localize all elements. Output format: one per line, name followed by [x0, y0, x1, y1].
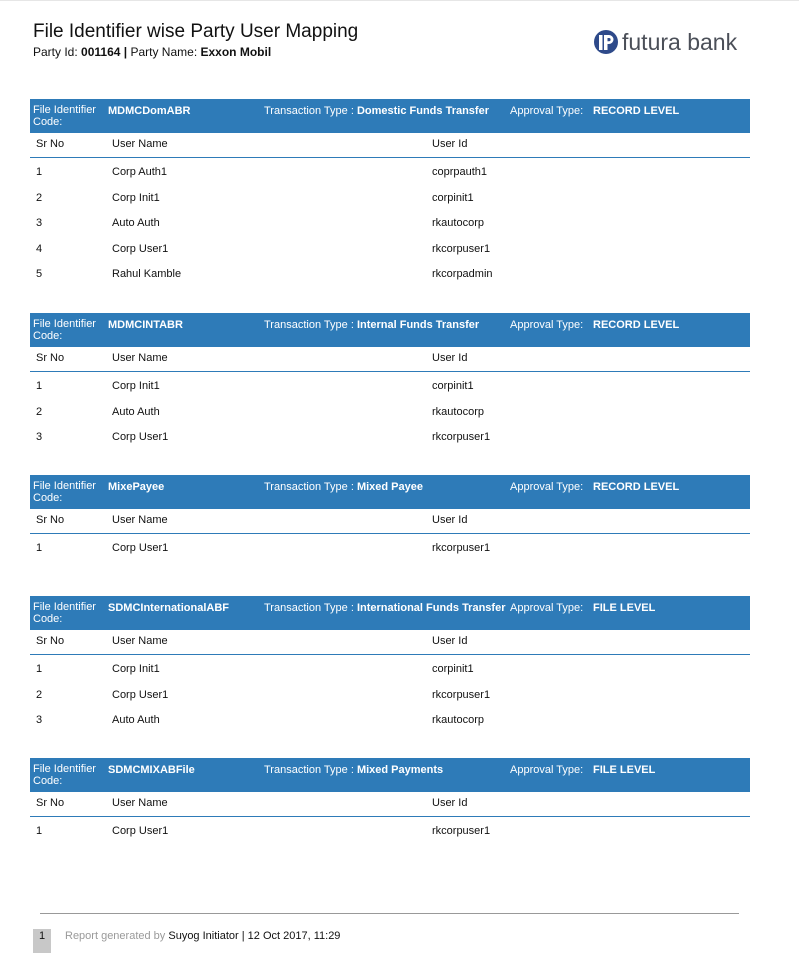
approval-type-value: RECORD LEVEL: [593, 105, 680, 117]
cell-sr-no: 1: [36, 380, 43, 392]
col-user-id: User Id: [432, 797, 468, 809]
mapping-section: [30, 758, 750, 846]
transaction-type: [264, 319, 479, 331]
table-row: [30, 537, 750, 563]
table-row: [30, 263, 750, 289]
table-row: [30, 820, 750, 846]
mapping-section: [30, 313, 750, 452]
approval-type-value: RECORD LEVEL: [593, 319, 680, 331]
approval-type-label: Approval Type:: [510, 105, 584, 117]
cell-user-name: Auto Auth: [112, 217, 160, 229]
transaction-type-label: Transaction Type :: [264, 481, 354, 493]
file-identifier-value: MDMCINTABR: [108, 319, 183, 331]
transaction-type-value: Domestic Funds Transfer: [356, 105, 489, 117]
col-user-name: User Name: [112, 514, 168, 526]
col-sr-no: Sr No: [36, 352, 65, 364]
cell-user-id: rkautocorp: [432, 405, 484, 418]
transaction-type: [264, 481, 423, 493]
table-row: [30, 238, 750, 264]
col-user-id: User Id: [432, 514, 468, 526]
col-sr-no: Sr No: [36, 797, 65, 809]
section-header: [30, 758, 750, 792]
file-identifier-label: File Identifier Code:: [33, 104, 96, 128]
cell-user-name: Corp User1: [112, 688, 169, 701]
col-user-name: User Name: [112, 635, 168, 647]
cell-user-id: corpinit1: [432, 663, 474, 675]
transaction-type-value: Mixed Payments: [356, 764, 444, 776]
transaction-type-label: Transaction Type :: [264, 319, 354, 331]
table-row: [30, 212, 750, 238]
table-body: [30, 655, 750, 735]
party-id-label: Party Id:: [33, 45, 78, 59]
file-identifier-value: MixePayee: [108, 481, 165, 493]
cell-user-name: Corp User1: [112, 431, 169, 443]
mapping-section: [30, 475, 750, 563]
table-row: [30, 658, 750, 684]
table-row: [30, 401, 750, 427]
party-info: [33, 45, 271, 59]
footer-separator: |: [241, 930, 245, 942]
transaction-type-value: Mixed Payee: [356, 481, 423, 493]
col-sr-no: Sr No: [36, 138, 65, 150]
table-row: [30, 161, 750, 187]
table-row: [30, 709, 750, 735]
cell-user-name: Auto Auth: [112, 714, 160, 726]
cell-user-id: rkcorpuser1: [432, 542, 491, 554]
cell-user-id: corpinit1: [432, 191, 474, 204]
page-number: 1: [33, 929, 51, 953]
footer-divider: [40, 913, 739, 914]
section-header: [30, 99, 750, 133]
party-name-label: Party Name:: [130, 45, 198, 59]
transaction-type-value: International Funds Transfer: [356, 602, 506, 614]
file-identifier-label: File Identifier Code:: [33, 601, 96, 625]
column-header-row: [30, 347, 750, 372]
approval-type-value: RECORD LEVEL: [593, 481, 680, 493]
col-user-name: User Name: [112, 797, 168, 809]
cell-sr-no: 3: [36, 431, 43, 443]
footer-text: [65, 930, 340, 942]
party-id-value: 001164: [81, 45, 121, 59]
section-header: [30, 475, 750, 509]
col-user-id: User Id: [432, 352, 468, 364]
table-row: [30, 426, 750, 452]
cell-user-id: corpinit1: [432, 380, 474, 392]
cell-sr-no: 2: [36, 191, 43, 204]
table-row: [30, 375, 750, 401]
approval-type-value: FILE LEVEL: [593, 602, 656, 614]
generated-by-label: Report generated by: [65, 930, 166, 942]
cell-sr-no: 3: [36, 217, 43, 229]
transaction-type-label: Transaction Type :: [264, 602, 354, 614]
futura-bank-logo-icon: [593, 29, 619, 55]
table-body: [30, 534, 750, 563]
table-body: [30, 817, 750, 846]
generated-by-user: Suyog Initiator: [168, 930, 239, 942]
file-identifier-value: SDMCInternationalABF: [108, 602, 229, 614]
section-header: [30, 596, 750, 630]
cell-user-id: coprpauth1: [432, 166, 488, 178]
col-sr-no: Sr No: [36, 635, 65, 647]
mapping-section: [30, 596, 750, 735]
table-body: [30, 372, 750, 452]
cell-sr-no: 1: [36, 825, 43, 837]
cell-sr-no: 1: [36, 663, 43, 675]
logo-text: futura bank: [622, 28, 738, 55]
transaction-type: [264, 105, 489, 117]
cell-user-id: rkcorpuser1: [432, 688, 491, 701]
approval-type-label: Approval Type:: [510, 602, 584, 614]
cell-user-name: Corp Init1: [112, 380, 160, 392]
cell-user-name: Rahul Kamble: [112, 268, 182, 280]
top-border: [0, 0, 799, 1]
approval-type-label: Approval Type:: [510, 319, 584, 331]
cell-user-id: rkautocorp: [432, 217, 484, 229]
column-header-row: [30, 133, 750, 158]
cell-user-name: Corp User1: [112, 542, 169, 554]
column-header-row: [30, 509, 750, 534]
page-title: File Identifier wise Party User Mapping: [33, 21, 359, 42]
cell-user-name: Auto Auth: [112, 405, 160, 418]
cell-user-id: rkautocorp: [432, 714, 484, 726]
approval-type-value: FILE LEVEL: [593, 764, 656, 776]
section-header: [30, 313, 750, 347]
transaction-type: [264, 602, 505, 614]
transaction-type-label: Transaction Type :: [264, 105, 354, 117]
column-header-row: [30, 630, 750, 655]
cell-user-name: Corp Init1: [112, 663, 160, 675]
cell-sr-no: 1: [36, 542, 43, 554]
cell-user-id: rkcorpuser1: [432, 825, 491, 837]
table-row: [30, 684, 750, 710]
file-identifier-label: File Identifier Code:: [33, 763, 96, 787]
party-separator: |: [123, 45, 128, 59]
approval-type-label: Approval Type:: [510, 481, 584, 493]
cell-sr-no: 3: [36, 714, 43, 726]
table-row: [30, 187, 750, 213]
cell-user-id: rkcorpuser1: [432, 242, 491, 255]
file-identifier-label: File Identifier Code:: [33, 480, 96, 504]
col-user-id: User Id: [432, 138, 468, 150]
cell-sr-no: 5: [36, 268, 43, 280]
approval-type-label: Approval Type:: [510, 764, 584, 776]
col-user-id: User Id: [432, 635, 468, 647]
cell-sr-no: 1: [36, 166, 43, 178]
file-identifier-value: SDMCMIXABFile: [108, 764, 195, 776]
file-identifier-label: File Identifier Code:: [33, 318, 96, 342]
transaction-type-label: Transaction Type :: [264, 764, 354, 776]
generated-datetime: 12 Oct 2017, 11:29: [247, 930, 341, 942]
transaction-type-value: Internal Funds Transfer: [356, 319, 480, 331]
cell-user-name: Corp User1: [112, 825, 169, 837]
cell-user-name: Corp User1: [112, 242, 169, 255]
file-identifier-value: MDMCDomABR: [108, 105, 191, 117]
cell-sr-no: 2: [36, 688, 43, 701]
cell-sr-no: 2: [36, 405, 43, 418]
cell-sr-no: 4: [36, 242, 43, 255]
col-sr-no: Sr No: [36, 514, 65, 526]
table-body: [30, 158, 750, 289]
cell-user-id: rkcorpuser1: [432, 431, 491, 443]
col-user-name: User Name: [112, 352, 168, 364]
col-user-name: User Name: [112, 138, 168, 150]
futura-bank-logo: [593, 28, 737, 56]
party-name-value: Exxon Mobil: [200, 45, 272, 59]
column-header-row: [30, 792, 750, 817]
transaction-type: [264, 764, 443, 776]
cell-user-id: rkcorpadmin: [432, 268, 493, 280]
cell-user-name: Corp Auth1: [112, 166, 168, 178]
cell-user-name: Corp Init1: [112, 191, 160, 204]
mapping-section: [30, 99, 750, 289]
